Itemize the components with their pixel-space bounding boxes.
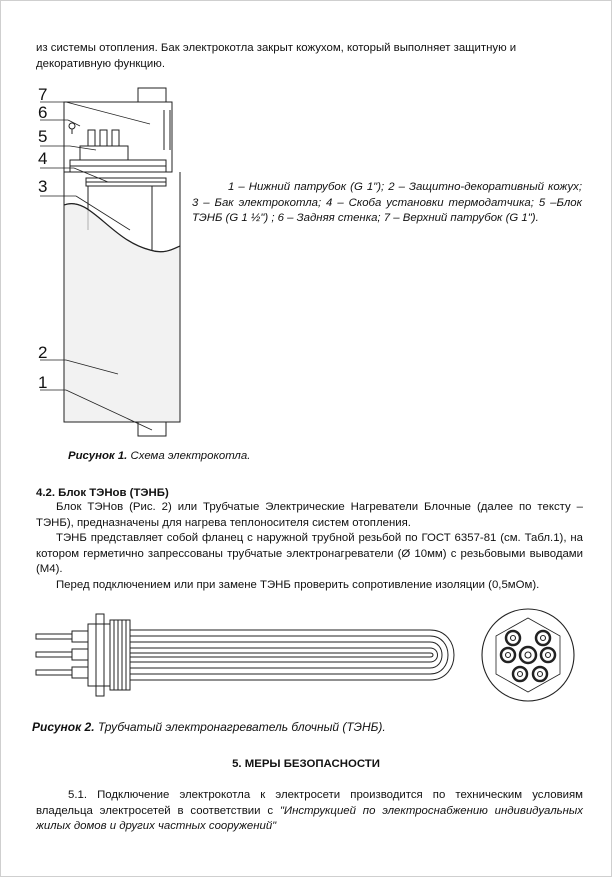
figure1-legend: 1 – Нижний патрубок (G 1"); 2 – Защитно-декоративный кожух; 3 – Бак электрокотла; 4 – Скоба установки термодатчика; 5 –Блок ТЭНБ (G 1 ½") ; 6 – Задняя стенка; 7 – Верхний патрубок (G 1").	[192, 181, 582, 225]
section-5-p1-italic: "Инструкцией по электроснабжению индивидуальных жилых домов и других частных сооружений"	[36, 804, 583, 833]
section-4-2-p1: Блок ТЭНов (Рис. 2) или Трубчатые Электрические Нагреватели Блочные (далее по тексту – ТЭНБ), предназначены для нагрева теплоносителя систем отопления.	[36, 501, 583, 529]
intro-line-1: из системы отопления. Бак электрокотла закрыт кожухом, который выполняет защитную и	[36, 42, 517, 54]
section-4-2-p3: Перед подключением или при замене ТЭНБ проверить сопротивление изоляции (0,5мОм).	[56, 579, 540, 591]
figure1-caption-label: Рисунок 1.	[68, 450, 128, 462]
section-5-p1	[36, 788, 583, 835]
callout-2: 2	[38, 343, 48, 362]
callout-5: 5	[38, 127, 48, 146]
callout-6: 6	[38, 103, 48, 122]
section-5-heading: 5. МЕРЫ БЕЗОПАСНОСТИ	[232, 758, 380, 770]
figure1-caption-text: Схема электрокотла.	[127, 450, 251, 462]
section-4-2-heading: 4.2. Блок ТЭНов (ТЭНБ)	[36, 487, 169, 499]
figure2-caption-label: Рисунок 2.	[32, 720, 95, 734]
callout-7: 7	[38, 85, 48, 104]
figure1-caption	[68, 449, 250, 465]
figure2-caption	[32, 720, 386, 736]
callout-3: 3	[38, 177, 48, 196]
section-4-2-p2: ТЭНБ представляет собой фланец с наружной трубной резьбой по ГОСТ 6357-81 (см. Табл.1), на котором герметично запрессованы трубчатые электронагреватели (Ø 10мм) с резьбовыми выводами (М4).	[36, 532, 583, 576]
callout-1: 1	[38, 373, 48, 392]
section-5-p1-text: 5.1. Подключение электрокотла к электросети производится по техническим условиям владельца электросетей в соответствии с	[36, 789, 583, 817]
callout-4: 4	[38, 149, 48, 168]
figure2-caption-text: Трубчатый электронагреватель блочный (ТЭНБ).	[94, 720, 386, 734]
intro-line-2: декоративную функцию.	[36, 58, 165, 70]
